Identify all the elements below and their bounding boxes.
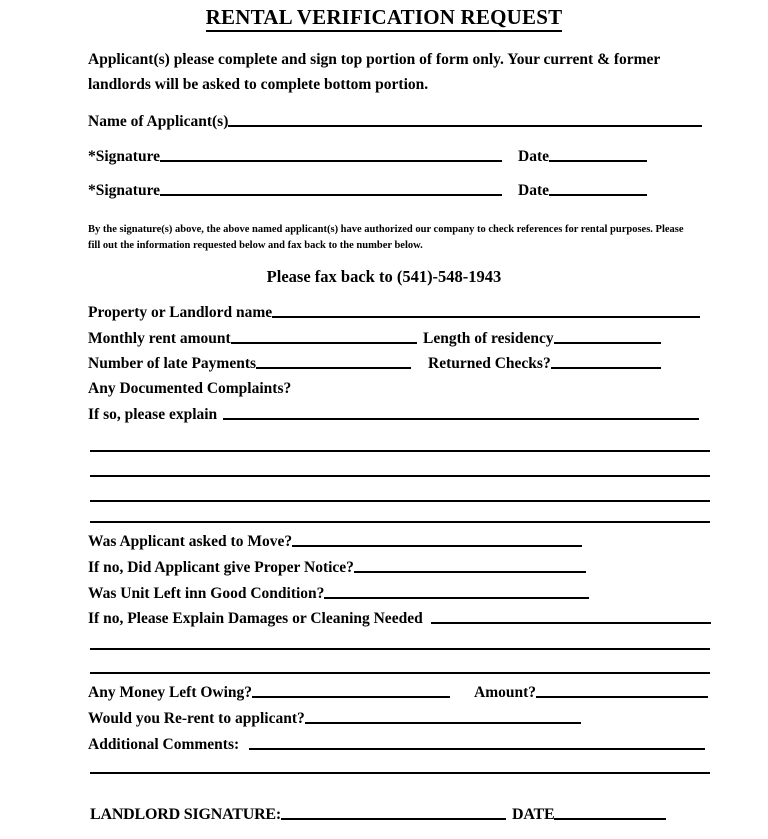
complaints-label: Any Documented Complaints? [88, 380, 292, 397]
date-row-2 [518, 181, 647, 200]
applicant-name-label: Name of Applicant(s) [88, 113, 229, 130]
property-name-row [88, 303, 700, 322]
blank-line-4[interactable] [90, 521, 710, 523]
re-rent-label: Would you Re-rent to applicant? [88, 710, 305, 727]
late-payments-label: Number of late Payments [88, 355, 257, 372]
good-condition-input[interactable] [324, 584, 589, 599]
asked-to-move-input[interactable] [292, 532, 582, 547]
property-name-label: Property or Landlord name [88, 304, 273, 321]
blank-line-1[interactable] [90, 450, 710, 452]
date-label-2: Date [518, 182, 549, 199]
date-input-1[interactable] [549, 147, 647, 162]
late-payments-input[interactable] [256, 354, 411, 369]
explain-input[interactable] [223, 405, 699, 420]
blank-line-3[interactable] [90, 500, 710, 502]
landlord-signature-input[interactable] [281, 803, 506, 820]
amount-label: Amount? [474, 684, 537, 701]
consent-paragraph: By the signature(s) above, the above named applicant(s) have authorized our company to check references for rental purposes. Please fill out the information requested below and fax back to the number below. [88, 224, 684, 251]
amount-input[interactable] [536, 683, 708, 698]
length-residency-label: Length of residency [423, 330, 554, 347]
explain-label: If so, please explain [88, 406, 218, 423]
good-condition-label: Was Unit Left inn Good Condition? [88, 585, 325, 602]
landlord-date-label: DATE [512, 806, 555, 823]
re-rent-row [88, 709, 581, 728]
monthly-rent-row [88, 329, 417, 348]
blank-line-2[interactable] [90, 475, 710, 477]
damages-row [88, 609, 711, 628]
length-residency-input[interactable] [554, 329, 661, 344]
signature-row-2 [88, 181, 502, 200]
applicant-name-row [88, 112, 702, 131]
asked-to-move-row [88, 532, 582, 551]
re-rent-input[interactable] [305, 709, 581, 724]
damages-input[interactable] [431, 609, 711, 624]
page-title-text: RENTAL VERIFICATION REQUEST [206, 5, 563, 32]
date-row-1 [518, 147, 647, 166]
asked-to-move-label: Was Applicant asked to Move? [88, 533, 293, 550]
proper-notice-row [88, 558, 586, 577]
landlord-date-input[interactable] [554, 803, 666, 820]
property-name-input[interactable] [272, 303, 700, 318]
amount-row [474, 683, 708, 702]
blank-line-6[interactable] [90, 672, 710, 674]
date-label-1: Date [518, 148, 549, 165]
returned-checks-label: Returned Checks? [428, 355, 551, 372]
blank-line-5[interactable] [90, 648, 710, 650]
explain-row [88, 405, 699, 424]
good-condition-row [88, 584, 589, 603]
money-owing-input[interactable] [252, 683, 450, 698]
landlord-date-row [512, 803, 666, 824]
proper-notice-label: If no, Did Applicant give Proper Notice? [88, 559, 354, 576]
signature-input-1[interactable] [160, 147, 502, 162]
money-owing-label: Any Money Left Owing? [88, 684, 253, 701]
returned-checks-row [428, 354, 661, 373]
blank-line-7[interactable] [90, 772, 710, 774]
additional-comments-row [88, 735, 705, 754]
proper-notice-input[interactable] [354, 558, 586, 573]
landlord-signature-row [90, 803, 506, 824]
damages-label: If no, Please Explain Damages or Cleaning Needed [88, 610, 423, 627]
landlord-signature-label: LANDLORD SIGNATURE: [90, 806, 282, 823]
signature-label-1: *Signature [88, 148, 161, 165]
date-input-2[interactable] [549, 181, 647, 196]
applicant-name-input[interactable] [228, 112, 702, 127]
page-title [0, 4, 768, 30]
intro-paragraph: Applicant(s) please complete and sign top portion of form only. Your current & former landlords will be asked to complete bottom portion. [88, 51, 661, 93]
signature-label-2: *Signature [88, 182, 161, 199]
signature-input-2[interactable] [160, 181, 502, 196]
complaints-row [88, 380, 291, 398]
late-payments-row [88, 354, 411, 373]
monthly-rent-input[interactable] [231, 329, 417, 344]
additional-comments-label: Additional Comments: [88, 736, 240, 753]
additional-comments-input[interactable] [249, 735, 705, 750]
money-owing-row [88, 683, 450, 702]
returned-checks-input[interactable] [551, 354, 661, 369]
length-residency-row [423, 329, 661, 348]
monthly-rent-label: Monthly rent amount [88, 330, 231, 347]
signature-row-1 [88, 147, 502, 166]
fax-instruction: Please fax back to (541)-548-1943 [266, 267, 502, 286]
